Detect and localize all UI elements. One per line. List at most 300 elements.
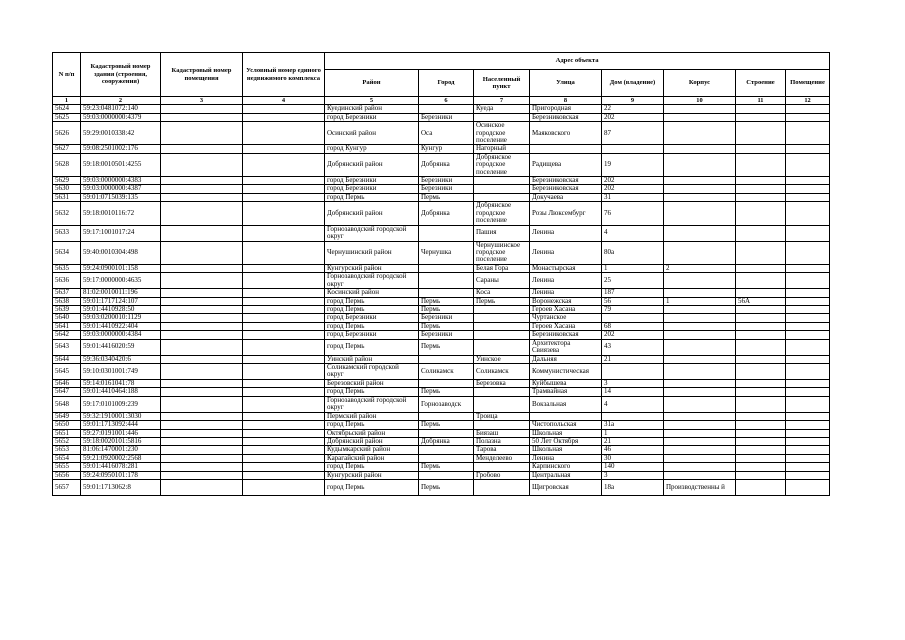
header-n: N п/п [53,53,81,97]
cell-n: 5630 [53,185,81,193]
cell-room [786,379,830,387]
cell-cadastral: 59:08:2501002:176 [81,145,161,153]
cell-building [736,339,786,355]
cell-corpus: 2 [664,264,736,272]
cell-locality [474,193,530,201]
cell-house: 3 [602,379,664,387]
cell-n: 5645 [53,363,81,379]
column-number: 9 [602,97,664,105]
cell-house: 25 [602,273,664,289]
cell-cadastral: 59:03:0000000:4383 [81,177,161,185]
cell-n: 5642 [53,331,81,339]
cell-district: Кудымкарский район [325,446,419,454]
cell-conditional [243,264,325,272]
cell-corpus [664,438,736,446]
cell-house: 76 [602,202,664,225]
cell-locality [474,185,530,193]
table-row [53,185,830,193]
cell-house: 202 [602,113,664,121]
cell-district: Соликамский городской округ [325,363,419,379]
cell-corpus [664,339,736,355]
cell-locality: Белая Гора [474,264,530,272]
cell-house: 30 [602,454,664,462]
cell-conditional [243,480,325,496]
cell-n: 5651 [53,429,81,437]
cell-corpus [664,185,736,193]
cell-locality: Пашия [474,225,530,241]
cell-conditional [243,289,325,297]
cell-n: 5633 [53,225,81,241]
table-row [53,429,830,437]
cell-conditional [243,105,325,113]
cell-locality [474,314,530,322]
table-row [53,122,830,145]
table-row [53,193,830,201]
table-row [53,305,830,313]
column-number: 10 [664,97,736,105]
cell-building [736,177,786,185]
cell-cadastral: 59:29:0010338:42 [81,122,161,145]
cell-city: Добрянка [419,202,474,225]
cell-corpus [664,305,736,313]
cell-city: Пермь [419,463,474,471]
cell-corpus [664,331,736,339]
cell-building [736,193,786,201]
cell-city: Пермь [419,421,474,429]
cell-street: Дальняя [530,355,602,363]
cell-street: Березниковская [530,113,602,121]
cell-locality: Добрянское городское поселение [474,153,530,176]
cell-room-cadastral [161,314,243,322]
cell-n: 5636 [53,273,81,289]
cell-locality: Биязаш [474,429,530,437]
cell-corpus [664,105,736,113]
table-row [53,412,830,420]
cell-n: 5639 [53,305,81,313]
cell-cadastral: 59:10:0301001:749 [81,363,161,379]
cell-district: Карагайский район [325,454,419,462]
cell-corpus [664,322,736,330]
cell-cadastral: 59:01:4410464:188 [81,388,161,396]
cell-room [786,388,830,396]
cell-room [786,314,830,322]
table-row [53,388,830,396]
cell-room-cadastral [161,264,243,272]
cell-conditional [243,446,325,454]
cell-locality [474,339,530,355]
cell-street: Школьная [530,429,602,437]
cell-corpus [664,471,736,479]
header-street: Улица [530,70,602,97]
header-city: Город [419,70,474,97]
table-row [53,454,830,462]
column-number: 8 [530,97,602,105]
cell-locality: Троица [474,412,530,420]
cell-conditional [243,388,325,396]
cell-house: 187 [602,289,664,297]
cell-street: Маяковского [530,122,602,145]
cell-street: Розы Люксембург [530,202,602,225]
cell-conditional [243,379,325,387]
cell-n: 5653 [53,446,81,454]
cell-house: 68 [602,322,664,330]
cell-n: 5649 [53,412,81,420]
cell-cadastral: 59:01:1717124:107 [81,297,161,305]
cell-street: Березниковская [530,185,602,193]
header-house: Дом (владение) [602,70,664,97]
cell-n: 5631 [53,193,81,201]
cell-street: Архитектора Свиязева [530,339,602,355]
cell-house: 56 [602,297,664,305]
cell-house [602,412,664,420]
cell-building [736,145,786,153]
cell-city [419,412,474,420]
cell-building [736,202,786,225]
cell-n: 5635 [53,264,81,272]
cell-room [786,480,830,496]
cell-room-cadastral [161,363,243,379]
cell-building [736,105,786,113]
column-number: 11 [736,97,786,105]
cell-locality [474,463,530,471]
cell-building [736,322,786,330]
cell-conditional [243,185,325,193]
cell-conditional [243,429,325,437]
table-row [53,289,830,297]
cell-corpus [664,429,736,437]
cell-city: Березники [419,113,474,121]
column-number: 2 [81,97,161,105]
cell-city [419,471,474,479]
cell-district: Косинский район [325,289,419,297]
cell-building [736,396,786,412]
cell-locality: Пермь [474,297,530,305]
cell-conditional [243,322,325,330]
cell-building [736,454,786,462]
cell-street [530,412,602,420]
table-row [53,396,830,412]
cell-house: 202 [602,331,664,339]
cell-n: 5650 [53,421,81,429]
cell-house: 4 [602,396,664,412]
cell-corpus [664,289,736,297]
cell-building [736,273,786,289]
cell-room [786,331,830,339]
cell-city: Пермь [419,339,474,355]
cell-district: город Пермь [325,339,419,355]
cell-cadastral: 59:01:4416020:59 [81,339,161,355]
cell-street: 50 Лет Октября [530,438,602,446]
cell-cadastral: 59:03:0000000:4384 [81,331,161,339]
column-number: 4 [243,97,325,105]
cell-district: город Пермь [325,305,419,313]
cell-n: 5638 [53,297,81,305]
cell-room [786,429,830,437]
cell-building [736,113,786,121]
cell-street: Центральная [530,471,602,479]
cell-city: Добрянка [419,153,474,176]
cell-street: Докучаева [530,193,602,201]
cell-room-cadastral [161,193,243,201]
cell-house: 43 [602,339,664,355]
cell-district: Кунгурский район [325,471,419,479]
cell-house: 21 [602,355,664,363]
cell-building [736,185,786,193]
cell-district: город Березники [325,331,419,339]
cell-room-cadastral [161,113,243,121]
cell-cadastral: 59:01:4416078:281 [81,463,161,471]
cell-cadastral: 59:01:0715039:135 [81,193,161,201]
cell-locality: Куеда [474,105,530,113]
cell-house: 46 [602,446,664,454]
cell-city: Березники [419,331,474,339]
cell-building [736,305,786,313]
cell-room [786,297,830,305]
cell-room-cadastral [161,438,243,446]
cell-locality: Уинское [474,355,530,363]
cell-district: Березовский район [325,379,419,387]
cell-room [786,355,830,363]
cell-street: Щигровская [530,480,602,496]
table-row [53,355,830,363]
cell-district: Добрянский район [325,202,419,225]
cell-room-cadastral [161,305,243,313]
cell-district: Уинский район [325,355,419,363]
cell-corpus [664,396,736,412]
cell-room-cadastral [161,379,243,387]
cell-room [786,396,830,412]
cell-street: Коммунистическая [530,363,602,379]
cell-district: Горнозаводский городской округ [325,225,419,241]
cell-room-cadastral [161,185,243,193]
cell-district: город Березники [325,113,419,121]
table-row [53,314,830,322]
cell-room [786,289,830,297]
cell-city: Пермь [419,322,474,330]
cell-locality [474,113,530,121]
cell-n: 5652 [53,438,81,446]
cell-building [736,421,786,429]
cell-n: 5641 [53,322,81,330]
cell-city: Пермь [419,297,474,305]
cell-house: 202 [602,177,664,185]
cell-room [786,463,830,471]
cell-room [786,105,830,113]
cell-corpus [664,202,736,225]
cell-street: Чистопольская [530,421,602,429]
cell-room-cadastral [161,446,243,454]
cell-cadastral: 59:03:0000000:4379 [81,113,161,121]
cell-street: Героев Хасана [530,305,602,313]
table-row [53,113,830,121]
cell-city: Добрянка [419,438,474,446]
cell-district: город Пермь [325,480,419,496]
table-row [53,363,830,379]
cell-locality [474,305,530,313]
cell-room [786,273,830,289]
cell-street: Ленина [530,273,602,289]
cell-corpus [664,145,736,153]
cell-city [419,429,474,437]
cell-conditional [243,225,325,241]
cell-district: город Пермь [325,463,419,471]
cell-n: 5654 [53,454,81,462]
cell-n: 5627 [53,145,81,153]
cell-building [736,463,786,471]
cell-street: Радищева [530,153,602,176]
cell-n: 5625 [53,113,81,121]
cell-district: Горнозаводский городской округ [325,273,419,289]
cell-city: Чернушка [419,241,474,264]
column-number: 7 [474,97,530,105]
cell-room-cadastral [161,412,243,420]
cell-corpus [664,113,736,121]
cell-street: Ленина [530,241,602,264]
cell-locality: Гробово [474,471,530,479]
cell-city: Пермь [419,480,474,496]
cell-city [419,264,474,272]
cell-room-cadastral [161,454,243,462]
cell-cadastral: 59:24:0950101:178 [81,471,161,479]
cell-street: Вокзальная [530,396,602,412]
table-row [53,463,830,471]
cell-district: город Березники [325,185,419,193]
cell-corpus [664,241,736,264]
table-row [53,297,830,305]
cell-locality: Добрянское городское поселение [474,202,530,225]
header-conditional: Условный номер единого недвижимого комплекса [243,53,325,97]
cell-conditional [243,339,325,355]
cell-street: Ленина [530,225,602,241]
cell-building [736,355,786,363]
cell-building: 56А [736,297,786,305]
cell-city [419,446,474,454]
cell-room-cadastral [161,202,243,225]
cell-room [786,153,830,176]
cell-building [736,153,786,176]
cell-house: 3 [602,471,664,479]
cell-conditional [243,273,325,289]
cell-room-cadastral [161,225,243,241]
cell-corpus: 1 [664,297,736,305]
cell-n: 5656 [53,471,81,479]
cell-room [786,339,830,355]
cell-conditional [243,314,325,322]
cell-district: Добрянский район [325,438,419,446]
cell-cadastral: 59:17:1001017:24 [81,225,161,241]
cell-room [786,421,830,429]
cell-street: Героев Хасана [530,322,602,330]
cell-corpus [664,379,736,387]
cell-conditional [243,153,325,176]
cell-district: город Пермь [325,388,419,396]
cell-building [736,379,786,387]
cell-city: Пермь [419,193,474,201]
cell-district: город Кунгур [325,145,419,153]
cell-room [786,322,830,330]
cell-city: Оса [419,122,474,145]
cell-house: 19 [602,153,664,176]
cell-cadastral: 59:01:4410922:404 [81,322,161,330]
cell-corpus [664,421,736,429]
cell-conditional [243,454,325,462]
cell-conditional [243,396,325,412]
cell-house: 22 [602,105,664,113]
cell-room-cadastral [161,145,243,153]
table-row [53,241,830,264]
cell-locality [474,177,530,185]
cell-room [786,305,830,313]
cell-corpus [664,314,736,322]
table-row [53,153,830,176]
cell-n: 5655 [53,463,81,471]
cell-district: Добрянский район [325,153,419,176]
cell-n: 5644 [53,355,81,363]
table-row [53,225,830,241]
cell-room-cadastral [161,177,243,185]
cell-cadastral: 59:03:0000000:4387 [81,185,161,193]
cell-cadastral: 81:02:0010011:196 [81,289,161,297]
column-number: 3 [161,97,243,105]
cell-room-cadastral [161,388,243,396]
header-locality: Населенный пункт [474,70,530,97]
cell-n: 5646 [53,379,81,387]
cell-room-cadastral [161,153,243,176]
cell-building [736,429,786,437]
cell-corpus [664,355,736,363]
cell-locality: Тарова [474,446,530,454]
cell-conditional [243,113,325,121]
cell-cadastral: 59:01:1713092:444 [81,421,161,429]
column-number: 12 [786,97,830,105]
cell-corpus [664,273,736,289]
cell-room-cadastral [161,480,243,496]
cell-building [736,314,786,322]
cell-room-cadastral [161,471,243,479]
cell-city: Горнозаводск [419,396,474,412]
cell-corpus [664,193,736,201]
cell-conditional [243,363,325,379]
cell-n: 5634 [53,241,81,264]
cell-room-cadastral [161,463,243,471]
cell-district: город Березники [325,314,419,322]
cell-street [530,145,602,153]
cell-house: 1 [602,264,664,272]
cell-locality: Соликамск [474,363,530,379]
cell-street: Березниковская [530,331,602,339]
cell-city [419,379,474,387]
cell-house: 31а [602,421,664,429]
cell-conditional [243,202,325,225]
cell-building [736,438,786,446]
cell-street: Пригородная [530,105,602,113]
cell-street: Березниковская [530,177,602,185]
cell-corpus [664,463,736,471]
cell-building [736,264,786,272]
cell-corpus [664,225,736,241]
cell-conditional [243,463,325,471]
cell-locality: Полазна [474,438,530,446]
cell-cadastral: 59:27:0191001:446 [81,429,161,437]
cell-district: город Березники [325,177,419,185]
cell-locality [474,388,530,396]
cell-locality: Нагорный [474,145,530,153]
cell-corpus [664,177,736,185]
cell-room [786,225,830,241]
cell-district: Чернушинский район [325,241,419,264]
cell-district: Пермский район [325,412,419,420]
cell-locality: Менделеево [474,454,530,462]
